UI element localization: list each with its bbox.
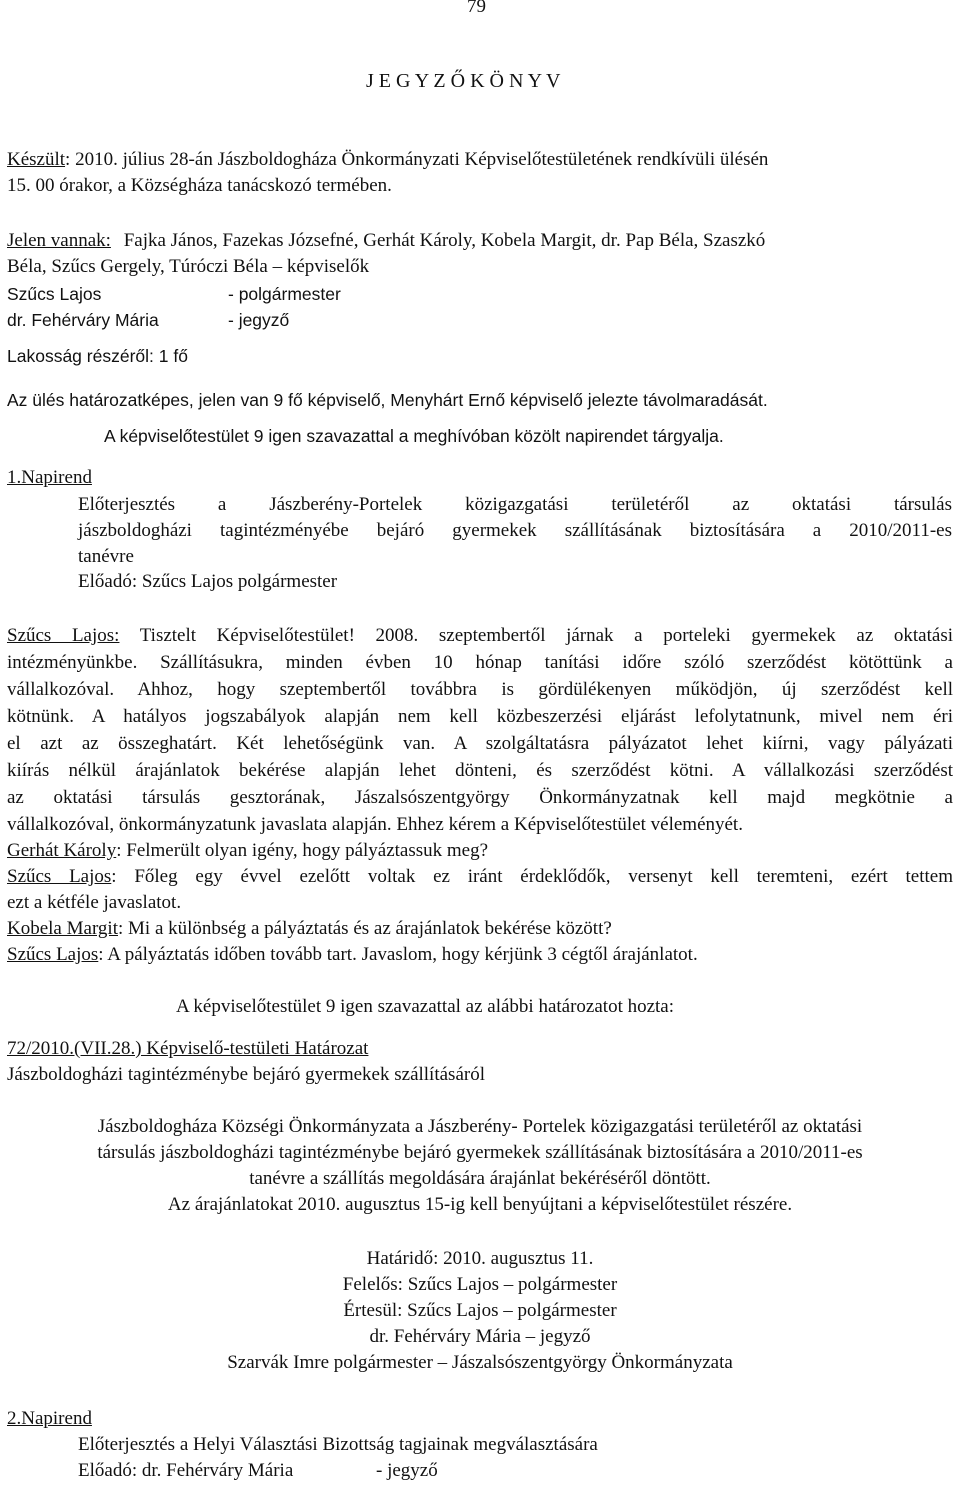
notary-name: dr. Fehérváry Mária [7,310,159,330]
resolution-body-1: Jászboldogháza Községi Önkormányzata a Jászberény- Portelek közigazgatási területéről az oktatási [97,1116,863,1137]
item2-line-1: Előterjesztés a Helyi Választási Bizottság tagjainak megválasztására [78,1434,598,1455]
discussion-line-8: vállalkozóval, önkormányzatunk javaslata alapján. Ehhez kérem a Képviselőtestület véleményét. [7,814,743,835]
item1-heading: 1.Napirend [7,467,92,488]
decision-vote: A képviselőtestület 9 igen szavazattal az alábbi határozatot hozta: [176,996,675,1017]
present-line-2: Béla, Szűcs Gergely, Túróczi Béla – képviselők [7,256,370,277]
document-title: J E G Y Z Ő K Ö N Y V [366,70,561,92]
item1-presenter: Előadó: Szűcs Lajos polgármester [78,571,338,592]
speaker-gerhat: Gerhát Károly [7,840,117,861]
resolution-notify-1: Értesül: Szűcs Lajos – polgármester [343,1300,617,1321]
resolution-subject: Jászboldogházi tagintézménybe bejáró gyermekek szállításáról [7,1064,485,1085]
resolution-responsible: Felelős: Szűcs Lajos – polgármester [342,1274,618,1295]
item1-line-2: jászboldogházi tagintézményébe bejáró gyermekek szállításának biztosítására a 2010/2011-es [78,520,952,541]
kobela-text: : Mi a különbség a pályáztatás és az árajánlatok bekérése között? [118,918,612,939]
resolution-number: 72/2010.(VII.28.) Képviselő-testületi Határozat [7,1038,369,1059]
discussion-line-3: vállalkozóval. Ahhoz, hogy szeptembertől továbbra is gördülékenyen működjön, új szerződést kell [7,679,953,700]
present-line-1 [7,230,765,252]
present-members: Fajka János, Fazekas Józsefné, Gerhát Károly, Kobela Margit, dr. Pap Béla, Szaszkó [123,230,766,251]
page-number: 79 [467,0,486,17]
mayor-name: Szűcs Lajos [7,284,102,304]
keszult-line-1 [7,149,768,171]
speaker-kobela: Kobela Margit [7,918,118,939]
discussion-szucs-2 [7,866,953,888]
discussion-line-2: intézményünkbe. Szállításukra, minden évben 10 hónap tanítási időre szóló szerződést kötöttünk a [7,652,953,673]
item2-presenter-role: - jegyző [376,1460,438,1481]
keszult-text: : 2010. július 28-án Jászboldogháza Önkormányzati Képviselőtestületének rendkívüli ülésén [65,149,769,170]
discussion-text-1: Tisztelt Képviselőtestület! 2008. szeptembertől járnak a porteleki gyermekek az oktatási [119,625,953,646]
speaker-szucs-3: Szűcs Lajos [7,944,99,965]
discussion-line-4: kötnünk. A hatályos jogszabályok alapján nem kell közbeszerzési eljárást lefolytatnunk, mivel nem éri [7,706,953,727]
item2-heading: 2.Napirend [7,1408,92,1429]
resolution-notify-2: dr. Fehérváry Mária – jegyző [369,1326,591,1347]
item1-line-3: tanévre [78,546,134,567]
szucs-text-2: : Főleg egy évvel ezelőtt voltak ez iránt érdeklődők, versenyt kell teremteni, ezért tettem [111,866,953,887]
keszult-line-2: 15. 00 órakor, a Községháza tanácskozó termében. [7,175,392,196]
speaker-szucs-2: Szűcs Lajos [7,866,112,887]
resolution-deadline: Határidő: 2010. augusztus 11. [366,1248,594,1269]
public-attendance: Lakosság részéről: 1 fő [7,346,188,366]
discussion-kobela [7,918,612,940]
keszult-label: Készült [7,149,66,170]
discussion-line-6: kiírás nélkül árajánlatok bekérése alapján lehet dönteni, és szerződést kötni. A vállalkozási szerződést [7,760,953,781]
item1-line-1: Előterjesztés a Jászberény-Portelek közigazgatási területéről az oktatási társulás [78,494,952,515]
resolution-body-4: Az árajánlatokat 2010. augusztus 15-ig kell benyújtani a képviselőtestület részére. [167,1194,793,1215]
resolution-body-2: társulás jászboldogházi tagintézménybe bejáró gyermekek szállításának biztosítására a 2010/2011-es [97,1142,863,1163]
discussion-szucs-2b: ezt a kétféle javaslatot. [7,892,182,913]
discussion-szucs-3 [7,944,698,966]
notary-role: - jegyző [228,310,290,330]
discussion-line-5: el azt az összeghatárt. Két lehetőségünk van. A szolgáltatásra pályázatot lehet kiírni, vagy pályázati [7,733,953,754]
discussion-line-1 [7,625,953,647]
agenda-vote: A képviselőtestület 9 igen szavazattal a meghívóban közölt napirendet tárgyalja. [104,426,724,446]
speaker-szucs-1: Szűcs Lajos: [7,625,120,646]
present-label: Jelen vannak: [7,230,111,251]
mayor-role: - polgármester [228,284,341,304]
discussion-gerhat [7,840,488,862]
resolution-body-3: tanévre a szállítás megoldására árajánlat bekéréséről döntött. [249,1168,711,1189]
quorum-statement: Az ülés határozatképes, jelen van 9 fő képviselő, Menyhárt Ernő képviselő jelezte távolmaradását. [7,390,768,410]
szucs-text-3: : A pályáztatás időben tovább tart. Javaslom, hogy kérjünk 3 cégtől árajánlatot. [98,944,698,965]
resolution-notify-3: Szarvák Imre polgármester – Jászalsószentgyörgy Önkormányzata [227,1352,733,1373]
item2-presenter: Előadó: dr. Fehérváry Mária [78,1460,294,1481]
gerhat-text: : Felmerült olyan igény, hogy pályáztassuk meg? [116,840,489,861]
discussion-line-7: az oktatási társulás gesztorának, Jászalsószentgyörgy Önkormányzatnak kell majd megkötnie a [7,787,953,808]
